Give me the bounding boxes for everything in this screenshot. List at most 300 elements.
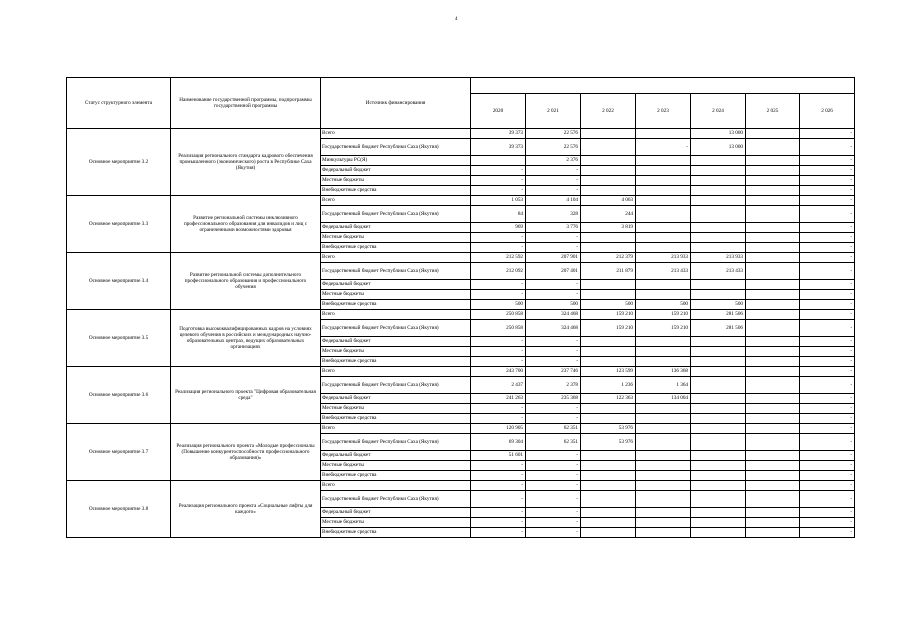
amount-cell: - <box>800 461 855 471</box>
amount-cell <box>746 394 800 404</box>
measure-status: Основное мероприятие 3.5 <box>67 310 171 367</box>
amount-cell: 39 373 <box>471 139 526 156</box>
amount-cell <box>636 471 691 481</box>
funding-source: Федеральный бюджет <box>321 337 471 347</box>
amount-cell: - <box>800 518 855 528</box>
funding-source: Всего <box>321 253 471 263</box>
amount-cell <box>691 528 746 538</box>
amount-cell <box>581 491 636 508</box>
amount-cell: - <box>800 310 855 320</box>
amount-cell <box>691 434 746 451</box>
amount-cell: 212 592 <box>471 253 526 263</box>
amount-cell: 39 373 <box>471 129 526 139</box>
amount-cell: - <box>526 280 581 290</box>
amount-cell <box>636 156 691 166</box>
funding-source: Государственный бюджет Республики Саха (Якутия) <box>321 320 471 337</box>
funding-source: Государственный бюджет Республики Саха (Якутия) <box>321 377 471 394</box>
measure-name: Подготовка высококвалифицированных кадров на условиях целевого обучения в российских и международных научно-образовательных центрах, ведущих образовательных организациях <box>171 310 321 367</box>
amount-cell: 69 304 <box>471 434 526 451</box>
amount-cell <box>691 196 746 206</box>
funding-source: Всего <box>321 196 471 206</box>
amount-cell: - <box>800 434 855 451</box>
funding-source: Государственный бюджет Республики Саха (Якутия) <box>321 139 471 156</box>
measure-name: Реализация регионального проекта "Цифровая образовательная среда" <box>171 367 321 424</box>
funding-source: Местные бюджеты <box>321 404 471 414</box>
funding-source: Местные бюджеты <box>321 176 471 186</box>
amount-cell: 51 601 <box>471 451 526 461</box>
amount-cell: - <box>471 528 526 538</box>
amount-cell: 212 092 <box>471 263 526 280</box>
amount-cell: 123 599 <box>581 367 636 377</box>
measure-status: Основное мероприятие 3.4 <box>67 253 171 310</box>
amount-cell <box>746 263 800 280</box>
amount-cell: - <box>800 367 855 377</box>
amount-cell: 212 379 <box>581 253 636 263</box>
measure-status: Основное мероприятие 3.2 <box>67 129 171 196</box>
amount-cell: 213 933 <box>636 253 691 263</box>
amount-cell <box>581 528 636 538</box>
amount-cell: - <box>800 424 855 434</box>
amount-cell <box>746 223 800 233</box>
funding-source: Всего <box>321 310 471 320</box>
table-row <box>67 424 855 434</box>
amount-cell <box>691 508 746 518</box>
amount-cell: - <box>471 404 526 414</box>
amount-cell <box>581 233 636 243</box>
amount-cell: 281 506 <box>691 320 746 337</box>
amount-cell: - <box>800 206 855 223</box>
amount-cell: - <box>800 300 855 310</box>
amount-cell <box>636 166 691 176</box>
amount-cell: 328 <box>526 206 581 223</box>
amount-cell: - <box>471 186 526 196</box>
amount-cell <box>746 508 800 518</box>
amount-cell: - <box>526 471 581 481</box>
amount-cell <box>636 451 691 461</box>
funding-source: Государственный бюджет Республики Саха (Якутия) <box>321 491 471 508</box>
funding-source: Государственный бюджет Республики Саха (Якутия) <box>321 263 471 280</box>
amount-cell: - <box>800 186 855 196</box>
amount-cell: 4 063 <box>581 196 636 206</box>
year-header: 2 021 <box>526 94 581 129</box>
amount-cell <box>581 471 636 481</box>
funding-source: Минкультуры РС(Я) <box>321 156 471 166</box>
amount-cell: 250 858 <box>471 320 526 337</box>
amount-cell: 122 363 <box>581 394 636 404</box>
amount-cell: - <box>526 451 581 461</box>
amount-cell <box>691 414 746 424</box>
amount-cell: - <box>800 320 855 337</box>
amount-cell <box>691 156 746 166</box>
amount-cell: - <box>471 176 526 186</box>
amount-cell <box>581 176 636 186</box>
amount-cell <box>746 434 800 451</box>
amount-cell <box>636 491 691 508</box>
amount-cell: 159 210 <box>581 320 636 337</box>
amount-cell: 500 <box>471 300 526 310</box>
funding-source: Федеральный бюджет <box>321 508 471 518</box>
amount-cell <box>746 206 800 223</box>
amount-cell <box>691 518 746 528</box>
funding-source: Местные бюджеты <box>321 347 471 357</box>
amount-cell: 120 905 <box>471 424 526 434</box>
amount-cell: 22 576 <box>526 129 581 139</box>
funding-source: Всего <box>321 129 471 139</box>
amount-cell: - <box>471 461 526 471</box>
amount-cell <box>691 166 746 176</box>
header-status: Статус структурного элемента <box>67 78 171 129</box>
amount-cell: - <box>800 414 855 424</box>
amount-cell <box>746 310 800 320</box>
amount-cell: - <box>800 347 855 357</box>
amount-cell <box>691 424 746 434</box>
funding-source: Внебюджетные средства <box>321 186 471 196</box>
amount-cell <box>636 206 691 223</box>
amount-cell: 22 576 <box>526 139 581 156</box>
amount-cell: 235 368 <box>526 394 581 404</box>
funding-source: Местные бюджеты <box>321 290 471 300</box>
amount-cell <box>581 461 636 471</box>
amount-cell: 3 776 <box>526 223 581 233</box>
amount-cell: - <box>800 394 855 404</box>
amount-cell: - <box>800 471 855 481</box>
amount-cell <box>746 166 800 176</box>
amount-cell <box>746 404 800 414</box>
amount-cell: - <box>526 414 581 424</box>
amount-cell <box>581 186 636 196</box>
amount-cell: 159 210 <box>581 310 636 320</box>
amount-cell <box>746 367 800 377</box>
amount-cell: - <box>471 491 526 508</box>
amount-cell <box>636 186 691 196</box>
amount-cell: - <box>800 129 855 139</box>
measure-name: Развитие региональной системы инклюзивного профессионального образования для инвалидов и лиц с ограниченными возможностями здоровья <box>171 196 321 253</box>
amount-cell: 53 976 <box>581 424 636 434</box>
amount-cell <box>746 243 800 253</box>
amount-cell <box>636 243 691 253</box>
amount-cell: 244 <box>581 206 636 223</box>
amount-cell: 1 053 <box>471 196 526 206</box>
amount-cell: 500 <box>581 300 636 310</box>
amount-cell <box>691 377 746 394</box>
amount-cell <box>746 357 800 367</box>
header-program-name: Наименование государственной программы, подпрограммы государственной программы <box>171 78 321 129</box>
amount-cell <box>636 461 691 471</box>
amount-cell <box>691 357 746 367</box>
amount-cell <box>581 129 636 139</box>
funding-source: Федеральный бюджет <box>321 394 471 404</box>
amount-cell: 500 <box>526 300 581 310</box>
amount-cell: - <box>800 139 855 156</box>
amount-cell: - <box>471 166 526 176</box>
amount-cell: 3 819 <box>581 223 636 233</box>
amount-cell <box>691 367 746 377</box>
amount-cell <box>471 156 526 166</box>
amount-cell: - <box>800 263 855 280</box>
amount-cell: 324 468 <box>526 320 581 337</box>
amount-cell: - <box>526 166 581 176</box>
amount-cell <box>691 206 746 223</box>
amount-cell <box>581 404 636 414</box>
amount-cell <box>691 337 746 347</box>
amount-cell: 207 901 <box>526 253 581 263</box>
amount-cell <box>691 243 746 253</box>
amount-cell: - <box>800 280 855 290</box>
amount-cell <box>691 233 746 243</box>
amount-cell: - <box>526 404 581 414</box>
amount-cell: - <box>526 243 581 253</box>
amount-cell <box>581 139 636 156</box>
amount-cell: 2 437 <box>471 377 526 394</box>
amount-cell: - <box>471 357 526 367</box>
amount-cell <box>636 129 691 139</box>
amount-cell: - <box>471 518 526 528</box>
amount-cell <box>636 434 691 451</box>
amount-cell: 4 104 <box>526 196 581 206</box>
amount-cell: 500 <box>691 300 746 310</box>
amount-cell <box>746 414 800 424</box>
amount-cell: - <box>800 337 855 347</box>
amount-cell <box>581 481 636 491</box>
amount-cell <box>746 290 800 300</box>
amount-cell: - <box>526 290 581 300</box>
amount-cell <box>691 280 746 290</box>
amount-cell <box>746 129 800 139</box>
amount-cell <box>581 347 636 357</box>
amount-cell: - <box>471 347 526 357</box>
amount-cell <box>636 528 691 538</box>
funding-source: Местные бюджеты <box>321 461 471 471</box>
amount-cell: 62 351 <box>526 434 581 451</box>
amount-cell: - <box>800 223 855 233</box>
amount-cell <box>691 223 746 233</box>
amount-cell: 2 378 <box>526 377 581 394</box>
table-body <box>67 129 855 538</box>
amount-cell: - <box>526 337 581 347</box>
amount-cell <box>581 451 636 461</box>
amount-cell: - <box>800 377 855 394</box>
amount-cell <box>746 481 800 491</box>
amount-cell <box>691 461 746 471</box>
amount-cell: 243 700 <box>471 367 526 377</box>
amount-cell: 969 <box>471 223 526 233</box>
amount-cell: 134 004 <box>636 394 691 404</box>
amount-cell: - <box>800 290 855 300</box>
amount-cell <box>581 166 636 176</box>
amount-cell: - <box>800 357 855 367</box>
amount-cell: - <box>471 337 526 347</box>
amount-cell: - <box>800 451 855 461</box>
amount-cell <box>691 471 746 481</box>
amount-cell <box>746 347 800 357</box>
amount-cell: 207 401 <box>526 263 581 280</box>
amount-cell <box>746 280 800 290</box>
amount-cell: 62 351 <box>526 424 581 434</box>
amount-cell: 84 <box>471 206 526 223</box>
funding-source: Внебюджетные средства <box>321 243 471 253</box>
amount-cell <box>746 139 800 156</box>
amount-cell <box>636 424 691 434</box>
funding-source: Всего <box>321 367 471 377</box>
amount-cell: - <box>471 414 526 424</box>
amount-cell: 136 368 <box>636 367 691 377</box>
amount-cell <box>581 508 636 518</box>
amount-cell: 500 <box>636 300 691 310</box>
amount-cell <box>636 337 691 347</box>
measure-name: Реализация регионального проекта «Социальные лифты для каждого» <box>171 481 321 538</box>
amount-cell <box>691 186 746 196</box>
amount-cell: - <box>526 518 581 528</box>
amount-cell <box>636 404 691 414</box>
amount-cell <box>746 196 800 206</box>
amount-cell <box>746 186 800 196</box>
amount-cell <box>581 156 636 166</box>
amount-cell: 213 433 <box>636 263 691 280</box>
amount-cell <box>691 404 746 414</box>
amount-cell <box>636 518 691 528</box>
amount-cell <box>636 196 691 206</box>
amount-cell <box>636 280 691 290</box>
amount-cell <box>691 347 746 357</box>
amount-cell <box>746 300 800 310</box>
amount-cell <box>691 451 746 461</box>
amount-cell <box>636 414 691 424</box>
year-header: 2 023 <box>636 94 691 129</box>
amount-cell: 13 000 <box>691 129 746 139</box>
funding-source: Федеральный бюджет <box>321 451 471 461</box>
amount-cell <box>691 290 746 300</box>
measure-status: Основное мероприятие 3.3 <box>67 196 171 253</box>
year-header: 2 022 <box>581 94 636 129</box>
amount-cell <box>746 424 800 434</box>
amount-cell: - <box>800 176 855 186</box>
amount-cell <box>746 156 800 166</box>
amount-cell <box>746 253 800 263</box>
amount-cell: - <box>800 196 855 206</box>
year-header: 2 024 <box>691 94 746 129</box>
amount-cell: - <box>800 243 855 253</box>
amount-cell <box>746 491 800 508</box>
amount-cell: - <box>800 508 855 518</box>
measure-name: Развитие региональной системы дополнительного профессионального образования и профессионального обучения <box>171 253 321 310</box>
amount-cell: 1 236 <box>581 377 636 394</box>
amount-cell <box>581 357 636 367</box>
amount-cell: 53 976 <box>581 434 636 451</box>
amount-cell <box>636 508 691 518</box>
amount-cell <box>581 243 636 253</box>
amount-cell: - <box>526 357 581 367</box>
funding-source: Государственный бюджет Республики Саха (Якутия) <box>321 434 471 451</box>
amount-cell: - <box>800 253 855 263</box>
amount-cell: - <box>471 508 526 518</box>
amount-cell <box>746 377 800 394</box>
amount-cell: - <box>800 166 855 176</box>
amount-cell: 1 364 <box>636 377 691 394</box>
amount-cell: - <box>471 233 526 243</box>
funding-source: Федеральный бюджет <box>321 166 471 176</box>
amount-cell <box>636 347 691 357</box>
amount-cell: 250 858 <box>471 310 526 320</box>
amount-cell: - <box>526 508 581 518</box>
amount-cell <box>636 290 691 300</box>
amount-cell <box>636 481 691 491</box>
amount-cell: - <box>471 280 526 290</box>
amount-cell: - <box>800 233 855 243</box>
funding-source: Внебюджетные средства <box>321 471 471 481</box>
amount-cell: 213 933 <box>691 253 746 263</box>
amount-cell: - <box>800 156 855 166</box>
amount-cell: - <box>800 528 855 538</box>
amount-cell <box>746 471 800 481</box>
amount-cell <box>636 223 691 233</box>
amount-cell <box>691 491 746 508</box>
amount-cell <box>746 320 800 337</box>
amount-cell: 159 210 <box>636 310 691 320</box>
amount-cell <box>636 233 691 243</box>
amount-cell: 2 376 <box>526 156 581 166</box>
amount-cell: - <box>471 481 526 491</box>
amount-cell: 13 000 <box>691 139 746 156</box>
amount-cell: 213 433 <box>691 263 746 280</box>
amount-cell <box>746 528 800 538</box>
amount-cell: 159 210 <box>636 320 691 337</box>
measure-status: Основное мероприятие 3.6 <box>67 367 171 424</box>
amount-cell: - <box>526 186 581 196</box>
amount-cell <box>746 176 800 186</box>
amount-cell <box>581 337 636 347</box>
amount-cell <box>636 357 691 367</box>
amount-cell <box>746 233 800 243</box>
measure-status: Основное мероприятие 3.8 <box>67 481 171 538</box>
amount-cell <box>636 176 691 186</box>
amount-cell: 324 468 <box>526 310 581 320</box>
funding-source: Внебюджетные средства <box>321 357 471 367</box>
amount-cell <box>581 518 636 528</box>
amount-cell: - <box>526 528 581 538</box>
funding-source: Всего <box>321 424 471 434</box>
amount-cell: - <box>471 290 526 300</box>
table-row <box>67 367 855 377</box>
amount-cell: 241 263 <box>471 394 526 404</box>
funding-source: Федеральный бюджет <box>321 223 471 233</box>
amount-cell: - <box>526 176 581 186</box>
amount-cell: - <box>471 243 526 253</box>
amount-cell: - <box>800 491 855 508</box>
amount-cell: - <box>526 491 581 508</box>
amount-cell: 281 506 <box>691 310 746 320</box>
amount-cell <box>746 451 800 461</box>
amount-cell: - <box>526 347 581 357</box>
table-row <box>67 253 855 263</box>
funding-source: Внебюджетные средства <box>321 414 471 424</box>
amount-cell: - <box>526 461 581 471</box>
measure-status: Основное мероприятие 3.7 <box>67 424 171 481</box>
funding-source: Внебюджетные средства <box>321 300 471 310</box>
table-row <box>67 310 855 320</box>
amount-cell: 237 746 <box>526 367 581 377</box>
amount-cell: - <box>526 233 581 243</box>
funding-source: Внебюджетные средства <box>321 528 471 538</box>
measure-name: Реализация регионального проекта «Молодые профессионалы (Повышение конкурентоспособности профессионального образования)» <box>171 424 321 481</box>
year-header: 2020 <box>471 94 526 129</box>
financing-table <box>66 77 855 538</box>
header-years-group <box>471 78 855 94</box>
table-row <box>67 129 855 139</box>
amount-cell <box>746 461 800 471</box>
amount-cell <box>746 337 800 347</box>
amount-cell: - <box>800 481 855 491</box>
amount-cell: - <box>526 481 581 491</box>
